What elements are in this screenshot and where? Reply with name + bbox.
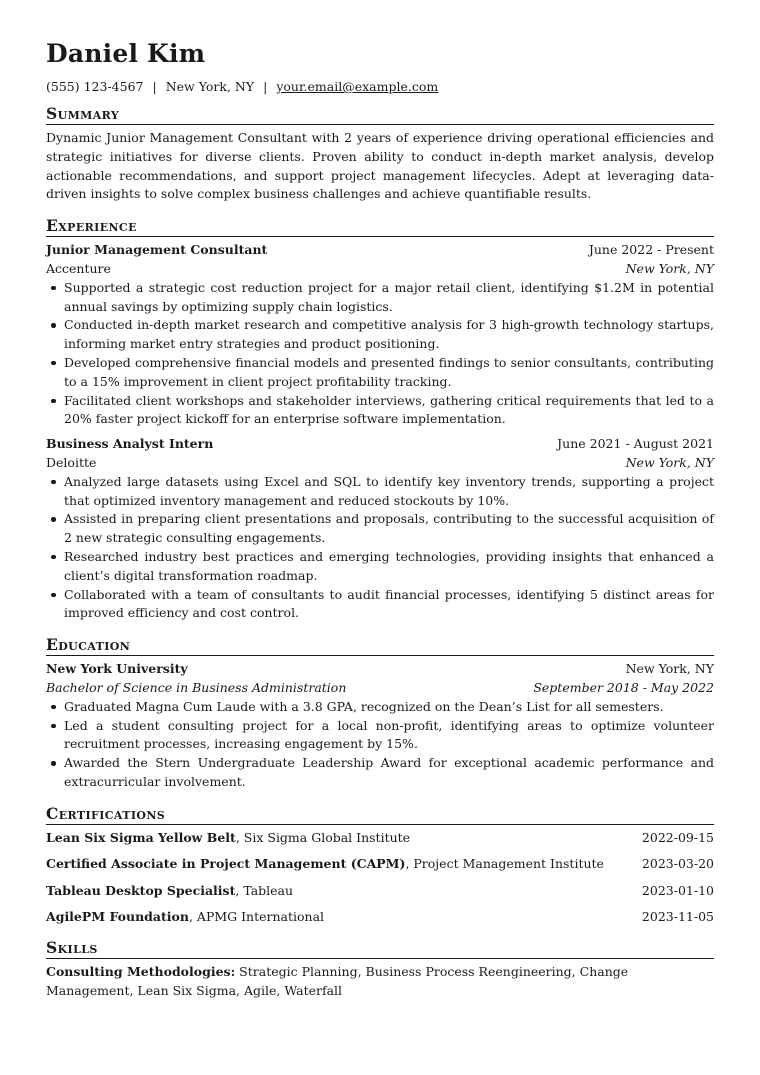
certification-date: 2022-09-15 <box>641 829 714 845</box>
job-subheader <box>46 260 714 279</box>
certification-name: Certified Associate in Project Management (CAPM) <box>46 856 406 872</box>
skills-text: Strategic Planning, Business Process Reengineering, Change Management, Lean Six Sigma, Agile, Waterfall <box>46 964 629 998</box>
certification-name: Lean Six Sigma Yellow Belt <box>46 829 236 845</box>
job-dates: June 2022 - Present <box>588 242 714 258</box>
job-header <box>46 241 714 260</box>
location: New York, NY <box>165 79 255 94</box>
certification-issuer: , Six Sigma Global Institute <box>235 829 411 845</box>
skills-label: Consulting Methodologies: <box>46 964 236 980</box>
section-title-summary: Summary <box>46 104 714 125</box>
certification-row <box>46 829 714 847</box>
school-location: New York, NY <box>625 661 714 677</box>
certification-issuer: , APMG International <box>188 909 325 925</box>
school-name: New York University <box>46 661 188 677</box>
list-item: Researched industry best practices and emerging technologies, providing insights that enhanced a client’s digital transformation roadmap. <box>46 548 714 586</box>
certification-issuer: , Project Management Institute <box>405 856 604 872</box>
certification-date: 2023-01-10 <box>641 882 714 898</box>
certifications-section <box>46 804 714 927</box>
section-title-experience: Experience <box>46 216 714 237</box>
email-link[interactable]: your.email@example.com <box>276 79 439 94</box>
list-item: Facilitated client workshops and stakeholder interviews, gathering critical requirements that led to a 20% faster project kickoff for an enterprise software implementation. <box>46 392 714 430</box>
certification-row <box>46 908 714 926</box>
job-role: Business Analyst Intern <box>46 436 214 452</box>
contact-line <box>46 78 714 95</box>
education-bullets <box>46 698 714 792</box>
job-header <box>46 435 714 454</box>
summary-text: Dynamic Junior Management Consultant with 2 years of experience driving operational efficiencies and strategic initiatives for diverse clients. Proven ability to conduct in-depth market analysis, develop actionable recommendations, and support project management lifecycles. Adept at leveraging data-driven insights to solve complex business challenges and achieve quantifiable results. <box>46 130 714 202</box>
job-location: New York, NY <box>625 454 714 470</box>
contact-separator: | <box>263 79 268 94</box>
job-location: New York, NY <box>625 260 714 276</box>
certification-row <box>46 855 714 873</box>
certification-date: 2023-11-05 <box>641 909 714 925</box>
degree: Bachelor of Science in Business Administration <box>46 679 347 695</box>
job-subheader <box>46 454 714 473</box>
phone-number: (555) 123-4567 <box>46 79 144 94</box>
job-bullets <box>46 473 714 623</box>
certification-name: Tableau Desktop Specialist <box>46 882 236 898</box>
education-dates: September 2018 - May 2022 <box>533 679 714 695</box>
job-dates: June 2021 - August 2021 <box>557 436 714 452</box>
section-title-skills: Skills <box>46 938 714 959</box>
certification-issuer: , Tableau <box>235 882 294 898</box>
section-title-education: Education <box>46 635 714 656</box>
list-item: Led a student consulting project for a local non-profit, identifying areas to optimize volunteer recruitment processes, increasing engagement by 15%. <box>46 717 714 755</box>
list-item: Conducted in-depth market research and competitive analysis for 3 high-growth technology startups, informing market entry strategies and product positioning. <box>46 316 714 354</box>
education-section <box>46 635 714 792</box>
skills-line <box>46 963 714 1001</box>
job-entry <box>46 435 714 623</box>
certification-row <box>46 882 714 900</box>
section-title-certifications: Certifications <box>46 804 714 825</box>
job-company: Accenture <box>46 260 111 276</box>
job-entry <box>46 241 714 429</box>
list-item: Assisted in preparing client presentations and proposals, contributing to the successful acquisition of 2 new strategic consulting engagements. <box>46 510 714 548</box>
candidate-name: Daniel Kim <box>46 39 206 68</box>
certification-name: AgilePM Foundation <box>46 909 189 925</box>
list-item: Graduated Magna Cum Laude with a 3.8 GPA, recognized on the Dean’s List for all semesters. <box>46 698 714 717</box>
education-subheader <box>46 679 714 698</box>
summary-section <box>46 104 714 204</box>
job-bullets <box>46 279 714 429</box>
experience-section <box>46 216 714 623</box>
skills-section <box>46 938 714 1001</box>
contact-separator: | <box>152 79 157 94</box>
list-item: Awarded the Stern Undergraduate Leadership Award for exceptional academic performance and extracurricular involvement. <box>46 754 714 792</box>
job-role: Junior Management Consultant <box>46 242 268 258</box>
certification-date: 2023-03-20 <box>641 856 714 872</box>
education-header <box>46 660 714 679</box>
list-item: Collaborated with a team of consultants to audit financial processes, identifying 5 distinct areas for improved efficiency and cost control. <box>46 586 714 624</box>
job-company: Deloitte <box>46 454 97 470</box>
list-item: Analyzed large datasets using Excel and SQL to identify key inventory trends, supporting a project that optimized inventory management and reduced stockouts by 10%. <box>46 473 714 511</box>
list-item: Developed comprehensive financial models and presented findings to senior consultants, contributing to a 15% improvement in client project profitability tracking. <box>46 354 714 392</box>
list-item: Supported a strategic cost reduction project for a major retail client, identifying $1.2M in potential annual savings by optimizing supply chain logistics. <box>46 279 714 317</box>
